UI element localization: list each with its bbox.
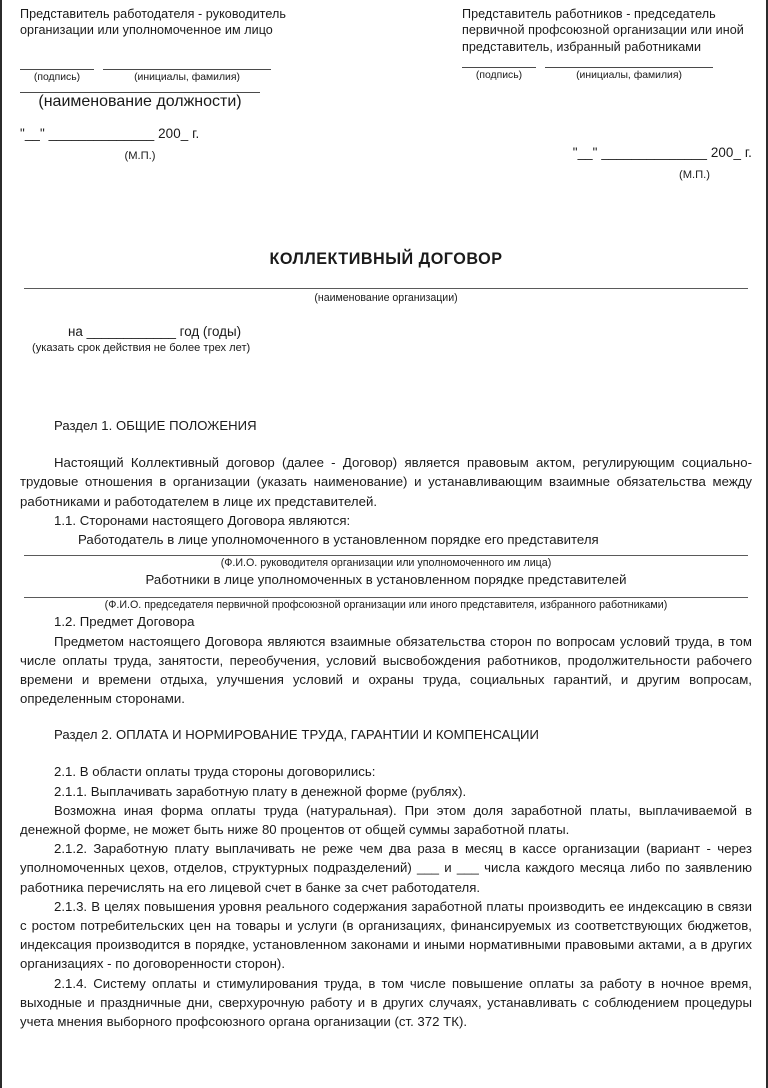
signature-header [20, 6, 752, 182]
employees-signature-caption: (подпись) [475, 70, 523, 82]
page-title: КОЛЛЕКТИВНЫЙ ДОГОВОР [269, 250, 503, 269]
contract-term-caption: (указать срок действия не более трех лет) [32, 342, 251, 355]
employees-party-title: Представитель работников - председатель первичной профсоюзной организации или иной представитель, избранный работниками [462, 7, 744, 54]
paragraph-2-1-2: 2.1.2. Заработную плату выплачивать не реже чем два раза в месяц в кассе организации (вариант - через уполномоченных цехов, отделов, структурных подразделений) ___ и ___ числа каждого месяца либо по заявлению работника перечислять на его лицевой счет в банке за счет работодателя. [20, 841, 752, 895]
paragraph-1-1-employees: Работники в лице уполномоченных в установленном порядке представителей [145, 572, 627, 588]
employer-initials-rule [103, 69, 271, 70]
employer-signature-caption: (подпись) [33, 71, 81, 83]
section-1-heading: Раздел 1. ОБЩИЕ ПОЛОЖЕНИЯ [54, 418, 257, 434]
employees-stamp-mark: (М.П.) [678, 169, 710, 182]
employees-signature-rules [462, 67, 752, 68]
paragraph-2-1: 2.1. В области оплаты труда стороны договорились: [54, 764, 376, 780]
document-body [2, 0, 766, 1088]
paragraph-1-1-employer: Работодатель в лице уполномоченного в установленном порядке его представителя [78, 532, 599, 548]
employer-date-line: "__" ______________ 200_ г. [20, 125, 200, 141]
employees-signature-captions [462, 69, 752, 82]
paragraph-1-2-heading: 1.2. Предмет Договора [54, 614, 195, 630]
employees-date-line: "__" ______________ 200_ г. [572, 145, 752, 161]
paragraph-2-1-1: 2.1.1. Выплачивать заработную плату в денежной форме (рублях). [54, 783, 467, 799]
contract-term-line: на ____________ год (годы) [68, 324, 242, 340]
employer-fio-caption: (Ф.И.О. руководителя организации или уполномоченного им лица) [220, 557, 552, 570]
paragraph-2-1-1-extra: Возможна иная форма оплаты труда (натуральная). При этом доля заработной платы, выплачиваемой в денежной форме, не может быть ниже 80 процентов от общей суммы заработной платы. [20, 802, 752, 838]
employer-initials-caption: (инициалы, фамилия) [134, 71, 240, 83]
section-1-intro-paragraph: Настоящий Коллективный договор (далее - Договор) является правовым актом, регулирующим социально-трудовые отношения в организации (указать наименование) и устанавливающим взаимные обязательства между работниками и работодателем в лице их представителей. [20, 455, 752, 509]
employees-signature-column [462, 6, 752, 182]
employer-signature-rules [20, 69, 320, 70]
employees-fio-caption: (Ф.И.О. председателя первичной профсоюзной организации или иного представителя, избранного работниками) [104, 599, 668, 612]
employees-initials-rule [545, 67, 713, 68]
section-2-heading: Раздел 2. ОПЛАТА И НОРМИРОВАНИЕ ТРУДА, ГАРАНТИИ И КОМПЕНСАЦИИ [54, 727, 539, 743]
employees-signature-rule [462, 67, 536, 68]
employer-signature-captions [20, 71, 320, 84]
paragraph-1-2-body: Предметом настоящего Договора являются взаимные обязательства сторон по вопросам условий труда, в том числе оплаты труда, занятости, переобучения, условий высвобождения работников, продолжительности рабочего времени и времени отдыха, улучшения условий и охраны труда, социальных гарантий, и другим вопросам, определенным сторонами. [20, 633, 752, 707]
employer-signature-rule [20, 69, 94, 70]
organization-name-rule [24, 288, 748, 289]
employer-position-caption: (наименование должности) [38, 92, 242, 110]
paragraph-1-1: 1.1. Сторонами настоящего Договора являются: [54, 512, 351, 528]
organization-name-caption: (наименование организации) [314, 292, 458, 305]
paragraph-2-1-4: 2.1.4. Систему оплаты и стимулирования труда, в том числе повышение оплаты за работу в ночное время, выходные и праздничные дни, сверхурочную работу и в других случаях, устанавливать с соблюдением процедуры учета мнения выборного профсоюзного органа организации (ст. 372 ТК). [20, 975, 752, 1030]
employees-initials-caption: (инициалы, фамилия) [576, 70, 682, 82]
paragraph-2-1-3: 2.1.3. В целях повышения уровня реального содержания заработной платы производить ее индексацию в связи с ростом потребительских цен на товары и услуги (в организациях, финансируемых из соответствующих бюджетов, индексация производится в порядке, установленном законами и иными нормативными правовыми актами, а в других организациях - по договоренности сторон). [20, 898, 752, 972]
employer-party-title: Представитель работодателя - руководитель организации или уполномоченное им лицо [20, 7, 286, 38]
employer-signature-column [20, 6, 320, 163]
employer-stamp-mark: (М.П.) [124, 149, 156, 162]
